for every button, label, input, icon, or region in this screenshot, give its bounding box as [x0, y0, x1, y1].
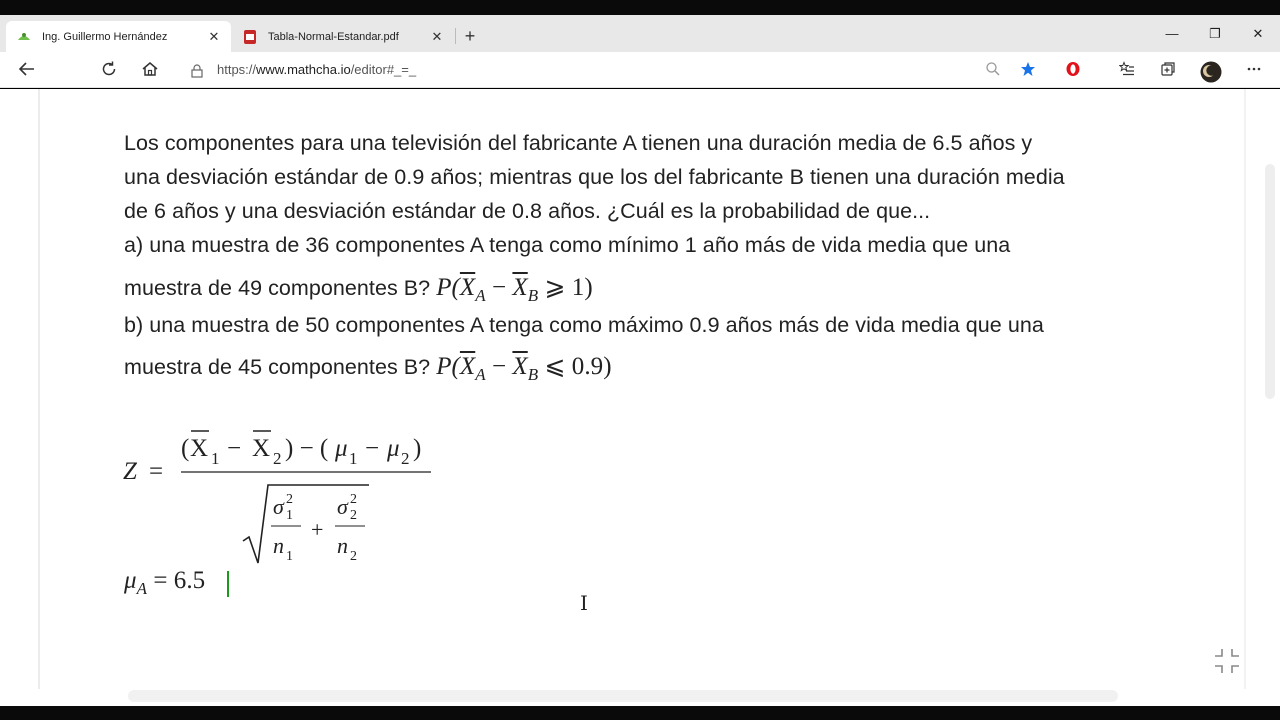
- favorites-list-icon[interactable]: [1117, 61, 1137, 81]
- formula-numerator: [181, 431, 421, 468]
- left-page-border: [38, 89, 40, 689]
- svg-text:μ: μ: [387, 435, 400, 462]
- formula-denominator: [271, 492, 365, 564]
- site-favicon-icon: [16, 29, 32, 45]
- close-window-button[interactable]: ✕: [1252, 26, 1264, 41]
- url-field[interactable]: https://www.mathcha.io/editor#_=_: [217, 62, 417, 77]
- bottom-frame-bar: [0, 706, 1280, 720]
- tab-guillermo[interactable]: [6, 21, 231, 52]
- svg-text:σ: σ: [337, 494, 348, 519]
- problem-line-b: b) una muestra de 50 componentes A tenga como máximo 0.9 años más de vida media que una: [124, 313, 1044, 337]
- minimize-button[interactable]: —: [1165, 26, 1179, 41]
- address-toolbar: [0, 52, 1280, 88]
- svg-text:(: (: [181, 435, 190, 462]
- svg-text:): ): [413, 435, 422, 462]
- lock-icon[interactable]: [191, 64, 203, 78]
- svg-text:μ: μ: [335, 435, 348, 462]
- svg-text:σ: σ: [273, 494, 284, 519]
- text-cursor: [227, 571, 229, 597]
- tab-strip: [0, 15, 1280, 52]
- refresh-icon[interactable]: [98, 60, 120, 82]
- svg-text:2: 2: [350, 549, 357, 564]
- svg-text:n: n: [337, 533, 348, 558]
- equals-sign: =: [149, 458, 164, 485]
- svg-text:+: +: [311, 517, 324, 542]
- right-page-border: [1244, 89, 1246, 689]
- probability-expression-a[interactable]: $P(\overline{X}_A - \overline{X}_B$ ⩾ 1): [436, 274, 593, 305]
- tab-title: Tabla-Normal-Estandar.pdf: [268, 30, 399, 43]
- tab-pdf[interactable]: [232, 21, 454, 52]
- home-icon[interactable]: [139, 60, 161, 82]
- svg-text:1: 1: [211, 449, 220, 468]
- vertical-scrollbar[interactable]: [1265, 164, 1275, 399]
- tab-close-icon[interactable]: ✕: [208, 28, 220, 44]
- tab-separator: [455, 28, 456, 44]
- svg-text:X: X: [252, 435, 271, 462]
- svg-text:−: −: [227, 435, 242, 462]
- svg-text:X: X: [190, 435, 209, 462]
- svg-text:) − (: ) − (: [285, 435, 329, 462]
- probability-expression-b[interactable]: $P(\overline{X}_A - \overline{X}_B$ ⩽ 0.9): [436, 353, 612, 384]
- svg-text:2: 2: [350, 508, 357, 523]
- exit-fullscreen-icon[interactable]: [1212, 646, 1242, 676]
- zoom-icon[interactable]: [983, 61, 1003, 81]
- problem-line-a-cont: muestra de 49 componentes B? $P(\overline{X}_A - \overline{X}_B$ ⩾ 1): [124, 274, 593, 305]
- svg-text:1: 1: [286, 508, 293, 523]
- tab-title: Ing. Guillermo Hernández: [42, 30, 168, 43]
- svg-text:2: 2: [350, 492, 357, 507]
- z-variable: Z: [123, 458, 137, 485]
- opera-extension-icon[interactable]: [1063, 61, 1083, 81]
- tab-close-icon[interactable]: ✕: [431, 28, 443, 44]
- svg-text:2: 2: [273, 449, 282, 468]
- editor-canvas[interactable]: [0, 89, 1280, 706]
- problem-line-3: de 6 años y una desviación estándar de 0.8 años. ¿Cuál es la probabilidad de que...: [124, 199, 931, 223]
- mu-a-line[interactable]: $\mu_A = 6.5$: [124, 567, 206, 598]
- svg-text:1: 1: [349, 449, 358, 468]
- new-tab-button[interactable]: +: [464, 26, 476, 46]
- svg-text:2: 2: [401, 449, 410, 468]
- svg-text:2: 2: [286, 492, 293, 507]
- restore-button[interactable]: ❐: [1209, 26, 1221, 41]
- problem-line-2: una desviación estándar de 0.9 años; mientras que los del fabricante B tienen una duración media: [124, 165, 1065, 189]
- svg-text:n: n: [273, 533, 284, 558]
- back-arrow-icon[interactable]: [16, 60, 38, 82]
- top-frame-bar: [0, 0, 1280, 15]
- problem-line-b-cont: muestra de 45 componentes B? $P(\overline{X}_A - \overline{X}_B$ ⩽ 0.9): [124, 353, 612, 384]
- z-score-formula[interactable]: [115, 419, 455, 569]
- problem-line-a: a) una muestra de 36 componentes A tenga como mínimo 1 año más de vida media que una: [124, 233, 1011, 257]
- ibeam-cursor-icon: I: [580, 591, 588, 615]
- pdf-icon: [242, 29, 258, 45]
- favorite-star-icon[interactable]: [1018, 61, 1038, 81]
- svg-text:1: 1: [286, 549, 293, 564]
- collections-icon[interactable]: [1158, 61, 1178, 81]
- problem-line-1: Los componentes para una televisión del fabricante A tienen una duración media de 6.5 años y: [124, 131, 1033, 155]
- horizontal-scrollbar[interactable]: [128, 690, 1118, 702]
- svg-text:−: −: [365, 435, 380, 462]
- more-menu-icon[interactable]: [1244, 61, 1264, 81]
- profile-avatar[interactable]: [1200, 61, 1220, 81]
